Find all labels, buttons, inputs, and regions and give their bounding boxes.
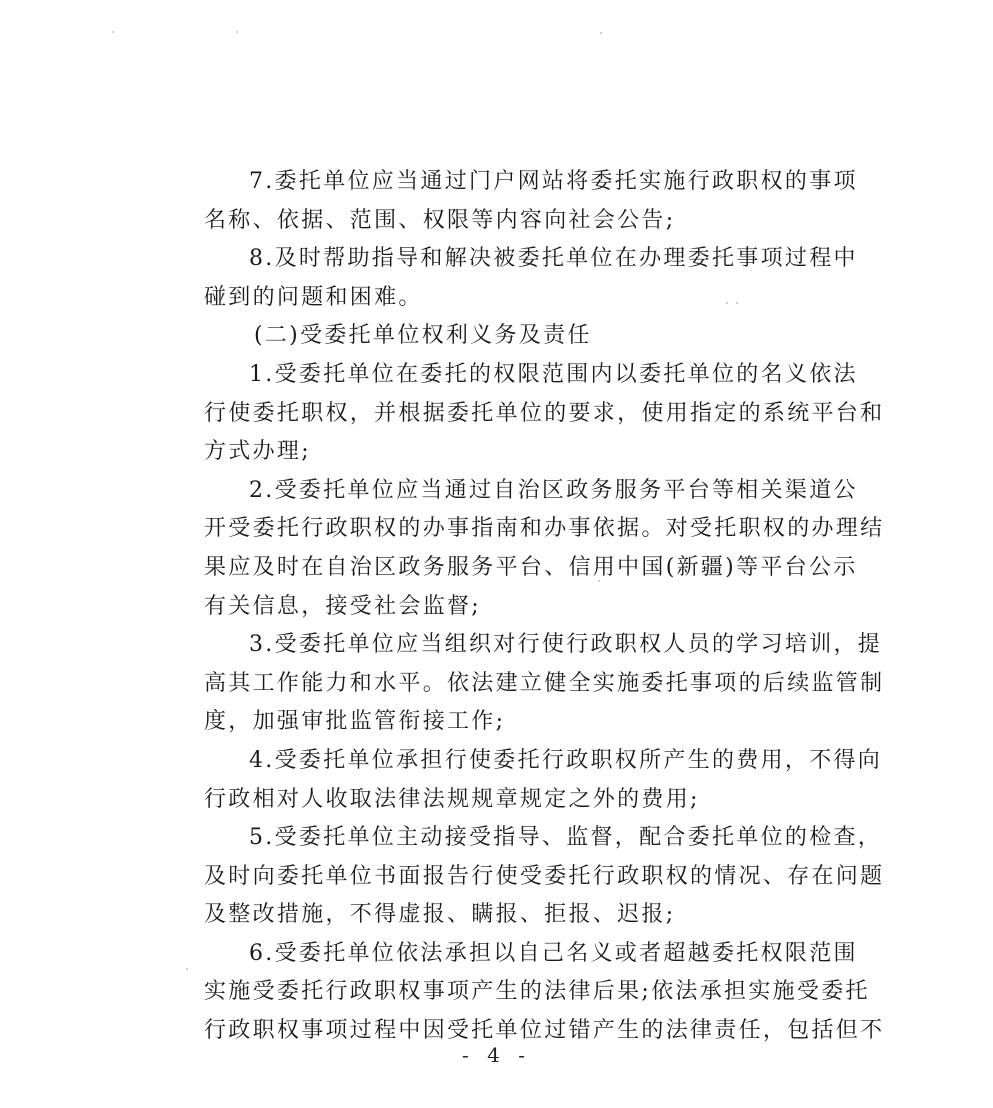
scan-speck xyxy=(736,302,738,304)
scan-speck xyxy=(236,31,238,33)
page-number: - 4 - xyxy=(462,1043,531,1067)
text-line: 果应及时在自治区政务服务平台、信用中国(新疆)等平台公示 xyxy=(204,554,858,580)
scan-speck xyxy=(598,580,600,582)
text-line: 8.及时帮助指导和解决被委托单位在办理委托事项过程中 xyxy=(249,246,858,272)
scan-speck xyxy=(186,968,188,970)
text-line: 开受委托行政职权的办事指南和办事依据。对受托职权的办理结 xyxy=(204,516,885,542)
text-line: 有关信息，接受社会监督; xyxy=(204,593,482,619)
document-body xyxy=(204,163,885,1051)
text-line: 6.受委托单位依法承担以自己名义或者超越委托权限范围 xyxy=(249,940,858,966)
text-line: 行政职权事项过程中因受托单位过错产生的法律责任，包括但不 xyxy=(204,1018,885,1044)
scan-speck xyxy=(600,32,602,34)
section-heading: (二)受委托单位权利义务及责任 xyxy=(254,323,592,349)
text-line: 高其工作能力和水平。依法建立健全实施委托事项的后续监管制 xyxy=(204,670,885,696)
text-line: 行使委托职权，并根据委托单位的要求，使用指定的系统平台和 xyxy=(204,400,885,426)
text-line: 名称、依据、范围、权限等内容向社会公告; xyxy=(204,207,676,233)
text-line: 2.受委托单位应当通过自治区政务服务平台等相关渠道公 xyxy=(249,477,858,503)
text-line: 及整改措施，不得虚报、瞒报、拒报、迟报; xyxy=(204,902,676,928)
text-line: 度，加强审批监管衔接工作; xyxy=(204,709,506,735)
text-line: 及时向委托单位书面报告行使受委托行政职权的情况、存在问题 xyxy=(204,863,885,889)
text-line: 方式办理; xyxy=(204,439,311,465)
text-line: 行政相对人收取法律法规规章规定之外的费用; xyxy=(204,786,700,812)
scan-speck xyxy=(112,31,114,33)
text-line: 碰到的问题和困难。 xyxy=(204,284,423,310)
scan-speck xyxy=(726,302,728,304)
text-line: 5.受委托单位主动接受指导、监督，配合委托单位的检查， xyxy=(249,825,883,851)
text-line: 1.受委托单位在委托的权限范围内以委托单位的名义依法 xyxy=(249,361,858,387)
text-line: 实施受委托行政职权事项产生的法律后果;依法承担实施受委托 xyxy=(204,979,870,1005)
text-line: 3.受委托单位应当组织对行使行政职权人员的学习培训，提 xyxy=(249,632,883,658)
text-line: 4.受委托单位承担行使委托行政职权所产生的费用，不得向 xyxy=(249,747,883,773)
text-line: 7.委托单位应当通过门户网站将委托实施行政职权的事项 xyxy=(249,169,858,194)
